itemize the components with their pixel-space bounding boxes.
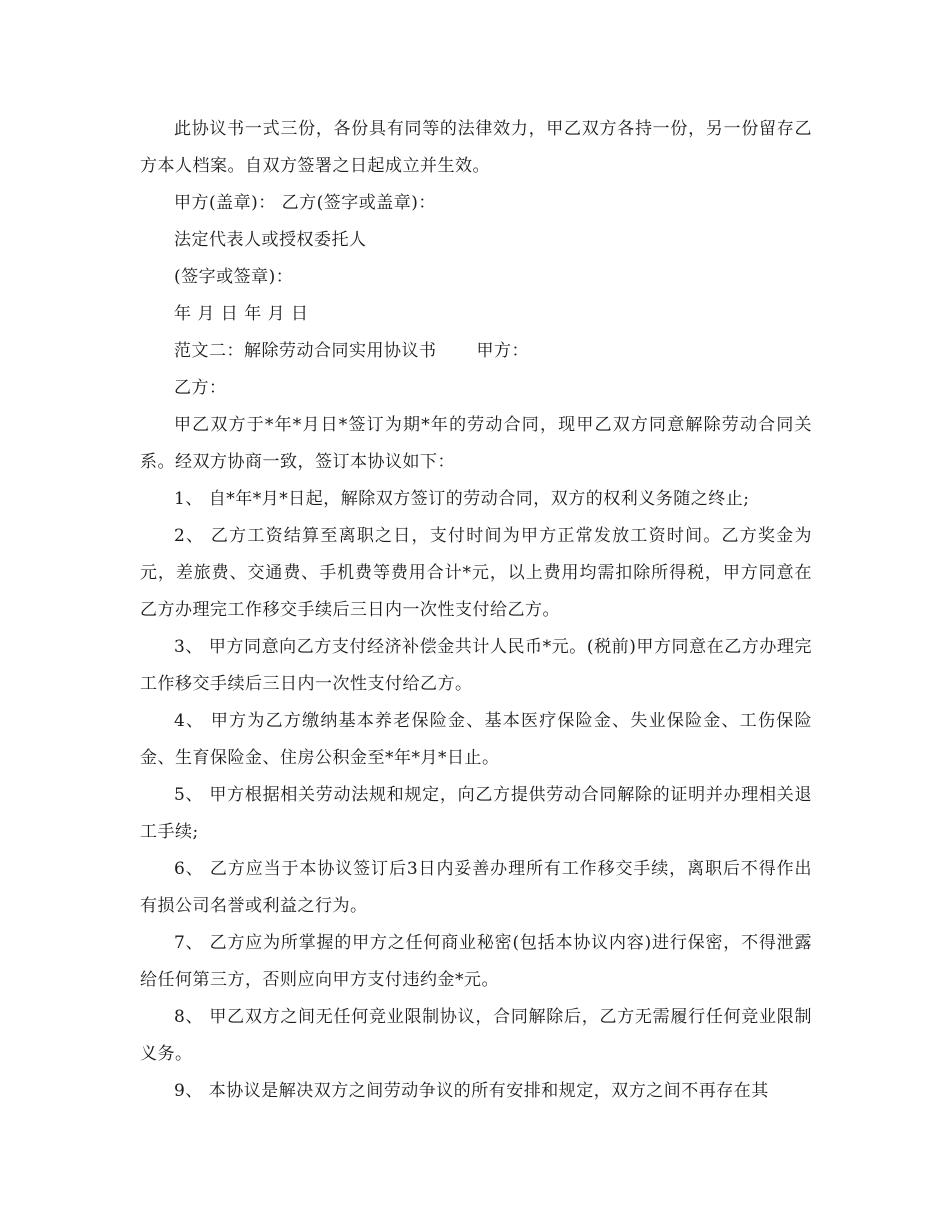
clause-7: 7、 乙方应为所掌握的甲方之任何商业秘密(包括本协议内容)进行保密，不得泄露给任何第三方，否则应向甲方支付违约金*元。 — [140, 933, 812, 990]
clause-5: 5、 甲方根据相关劳动法规和规定，向乙方提供劳动合同解除的证明并办理相关退工手续; — [140, 785, 812, 842]
clause-4: 4、 甲方为乙方缴纳基本养老保险金、基本医疗保险金、失业保险金、工伤保险金、生育保险金、住房公积金至*年*月*日止。 — [140, 711, 812, 768]
party-a-label: 甲方： — [476, 341, 529, 361]
paragraph-party-b: 乙方： — [174, 378, 227, 398]
clause-2: 2、 乙方工资结算至离职之日，支付时间为甲方正常发放工资时间。乙方奖金为元，差旅费、交通费、手机费等费用合计*元，以上费用均需扣除所得税，甲方同意在乙方办理完工作移交手续后三日内一次性支付给乙方。 — [140, 526, 812, 620]
paragraph-copies-effect: 此协议书一式三份，各份具有同等的法律效力，甲乙双方各持一份，另一份留存乙方本人档案。自双方签署之日起成立并生效。 — [140, 119, 812, 176]
paragraph-signature-note: (签字或签章)： — [174, 267, 294, 287]
clause-3: 3、 甲方同意向乙方支付经济补偿金共计人民币*元。(税前)甲方同意在乙方办理完工作移交手续后三日内一次性支付给乙方。 — [140, 637, 812, 694]
paragraph-preamble: 甲乙双方于*年*月日*签订为期*年的劳动合同，现甲乙双方同意解除劳动合同关系。经双方协商一致，签订本协议如下： — [140, 415, 812, 472]
clause-9: 9、 本协议是解决双方之间劳动争议的所有安排和规定，双方之间不再存在其 — [174, 1081, 769, 1101]
paragraph-signature-parties: 甲方(盖章)： 乙方(签字或盖章)： — [174, 193, 436, 213]
clause-6: 6、 乙方应当于本协议签订后3日内妥善办理所有工作移交手续，离职后不得作出有损公司名誉或利益之行为。 — [140, 859, 812, 916]
sample-two-title: 范文二：解除劳动合同实用协议书 — [174, 341, 437, 361]
clause-1: 1、 自*年*月*日起，解除双方签订的劳动合同，双方的权利义务随之终止; — [174, 489, 750, 509]
paragraph-sample-two-title-line — [140, 333, 812, 370]
paragraph-legal-representative: 法定代表人或授权委托人 — [174, 230, 367, 250]
clause-8: 8、 甲乙双方之间无任何竞业限制协议，合同解除后，乙方无需履行任何竞业限制义务。 — [140, 1007, 812, 1064]
paragraph-date-line: 年 月 日 年 月 日 — [174, 304, 309, 324]
document-body — [140, 111, 812, 1110]
